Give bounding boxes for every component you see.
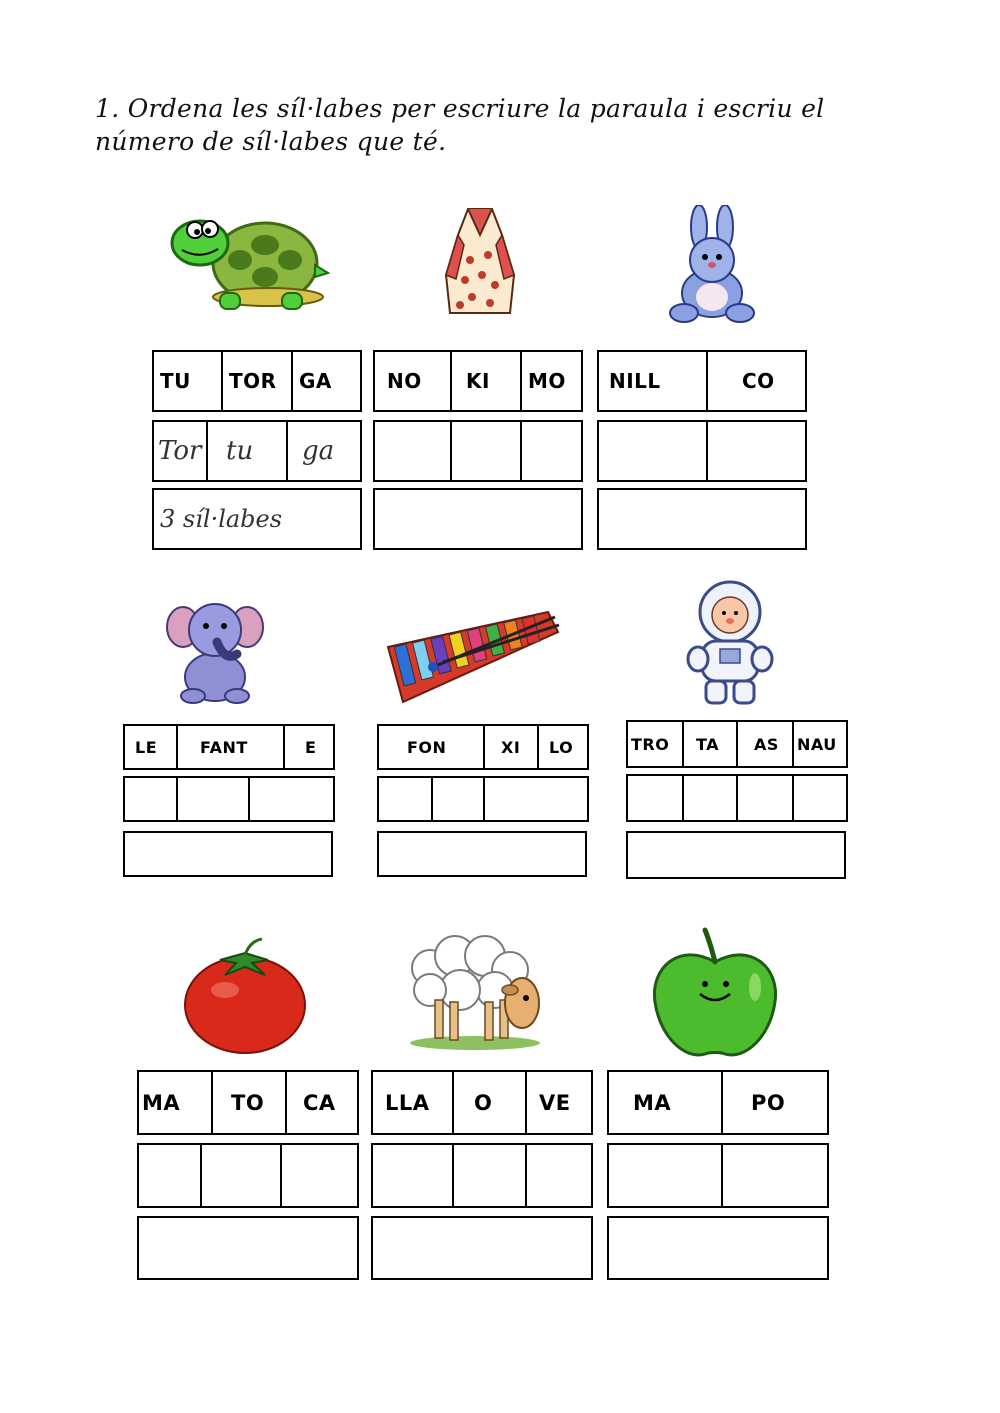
instruction-line-2: número de síl·labes que té. [95, 127, 447, 156]
syllable-cell: O [452, 1072, 525, 1133]
syllable-count-field[interactable]: 3 síl·labes [160, 505, 283, 533]
answer-grid-apple [607, 1143, 829, 1208]
answer-cell[interactable] [280, 1145, 357, 1206]
answer-cell[interactable] [379, 778, 431, 820]
answer-grid-kimono [373, 420, 583, 482]
syllable-cell: LLA [385, 1090, 430, 1115]
kimono-illustration [440, 205, 520, 317]
count-box-kimono [373, 488, 583, 550]
answer-cell[interactable] [450, 422, 520, 480]
syllable-cell: TU [160, 369, 191, 393]
answer-cell[interactable]: tu [206, 422, 286, 480]
answer-grid-rabbit [597, 420, 807, 482]
tomato-illustration [180, 935, 310, 1055]
syllable-cell: CA [285, 1072, 357, 1133]
syllable-count-field[interactable] [628, 833, 844, 877]
syllable-count-field[interactable] [379, 833, 585, 875]
syllable-cell: TOR [221, 352, 291, 410]
syllable-cell: NO [387, 369, 422, 393]
answer-cell[interactable] [599, 422, 706, 480]
syllable-cell: CO [706, 352, 805, 410]
answer-cell[interactable] [139, 1145, 200, 1206]
syllable-count-field[interactable] [139, 1218, 357, 1278]
syllable-grid-turtle [152, 350, 362, 412]
count-box-xylophone [377, 831, 587, 877]
syllable-grid-xylophone [377, 724, 589, 770]
answer-cell[interactable] [736, 776, 792, 820]
syllable-cell: LE [135, 737, 158, 757]
answer-grid-elephant [123, 776, 335, 822]
answer-cell[interactable] [125, 778, 176, 820]
syllable-cell: TO [211, 1072, 285, 1133]
answer-cell[interactable] [200, 1145, 280, 1206]
count-box-astronaut [626, 831, 846, 879]
answer-cell[interactable] [483, 778, 587, 820]
syllable-count-field[interactable] [125, 833, 331, 875]
syllable-count-field[interactable] [375, 490, 581, 548]
turtle-illustration [160, 205, 330, 315]
syllable-grid-apple [607, 1070, 829, 1135]
syllable-cell: E [283, 726, 333, 768]
syllable-cell: TRO [631, 734, 670, 754]
syllable-cell: KI [450, 352, 520, 410]
syllable-grid-elephant [123, 724, 335, 770]
syllable-grid-tomato [137, 1070, 359, 1135]
syllable-cell: FANT [176, 726, 283, 768]
answer-grid-turtle [152, 420, 362, 482]
count-box-elephant [123, 831, 333, 877]
sheep-illustration [400, 928, 550, 1053]
syllable-grid-rabbit [597, 350, 807, 412]
count-box-apple [607, 1216, 829, 1280]
syllable-cell: AS [736, 722, 792, 766]
answer-cell[interactable]: Tor [158, 436, 202, 466]
syllable-cell: VE [525, 1072, 591, 1133]
count-box-turtle [152, 488, 362, 550]
answer-cell[interactable] [721, 1145, 827, 1206]
answer-grid-sheep [371, 1143, 593, 1208]
answer-cell[interactable] [609, 1145, 721, 1206]
count-box-tomato [137, 1216, 359, 1280]
syllable-cell: MA [142, 1090, 181, 1115]
count-box-sheep [371, 1216, 593, 1280]
answer-cell[interactable] [373, 1145, 452, 1206]
answer-cell[interactable] [248, 778, 333, 820]
elephant-illustration [165, 592, 265, 704]
answer-grid-astronaut [626, 774, 848, 822]
syllable-cell: NAU [792, 722, 846, 766]
instruction-text [95, 92, 895, 158]
syllable-grid-astronaut [626, 720, 848, 768]
answer-grid-xylophone [377, 776, 589, 822]
answer-cell[interactable] [628, 776, 682, 820]
syllable-count-field[interactable] [599, 490, 805, 548]
answer-cell[interactable] [706, 422, 805, 480]
syllable-grid-sheep [371, 1070, 593, 1135]
syllable-cell: LO [537, 726, 587, 768]
answer-cell[interactable] [431, 778, 483, 820]
syllable-cell: MO [520, 352, 581, 410]
answer-grid-tomato [137, 1143, 359, 1208]
syllable-cell: MA [633, 1090, 672, 1115]
syllable-count-field[interactable] [609, 1218, 827, 1278]
answer-cell[interactable] [176, 778, 248, 820]
answer-cell[interactable] [375, 422, 450, 480]
syllable-cell: PO [721, 1072, 827, 1133]
syllable-count-field[interactable] [373, 1218, 591, 1278]
answer-cell[interactable]: ga [286, 422, 360, 480]
answer-cell[interactable] [525, 1145, 591, 1206]
syllable-cell: TA [682, 722, 736, 766]
apple-illustration [650, 922, 780, 1062]
answer-cell[interactable] [792, 776, 846, 820]
syllable-cell: NILL [609, 369, 661, 393]
syllable-cell: FON [407, 737, 447, 757]
syllable-grid-kimono [373, 350, 583, 412]
answer-cell[interactable] [520, 422, 581, 480]
count-box-rabbit [597, 488, 807, 550]
syllable-cell: GA [291, 352, 360, 410]
rabbit-illustration [662, 205, 762, 325]
astronaut-illustration [680, 577, 780, 707]
instruction-line-1: 1. Ordena les síl·labes per escriure la paraula i escriu el [95, 94, 825, 123]
syllable-cell: XI [483, 726, 537, 768]
answer-cell[interactable] [682, 776, 736, 820]
answer-cell[interactable] [452, 1145, 525, 1206]
xylophone-illustration [383, 607, 563, 707]
